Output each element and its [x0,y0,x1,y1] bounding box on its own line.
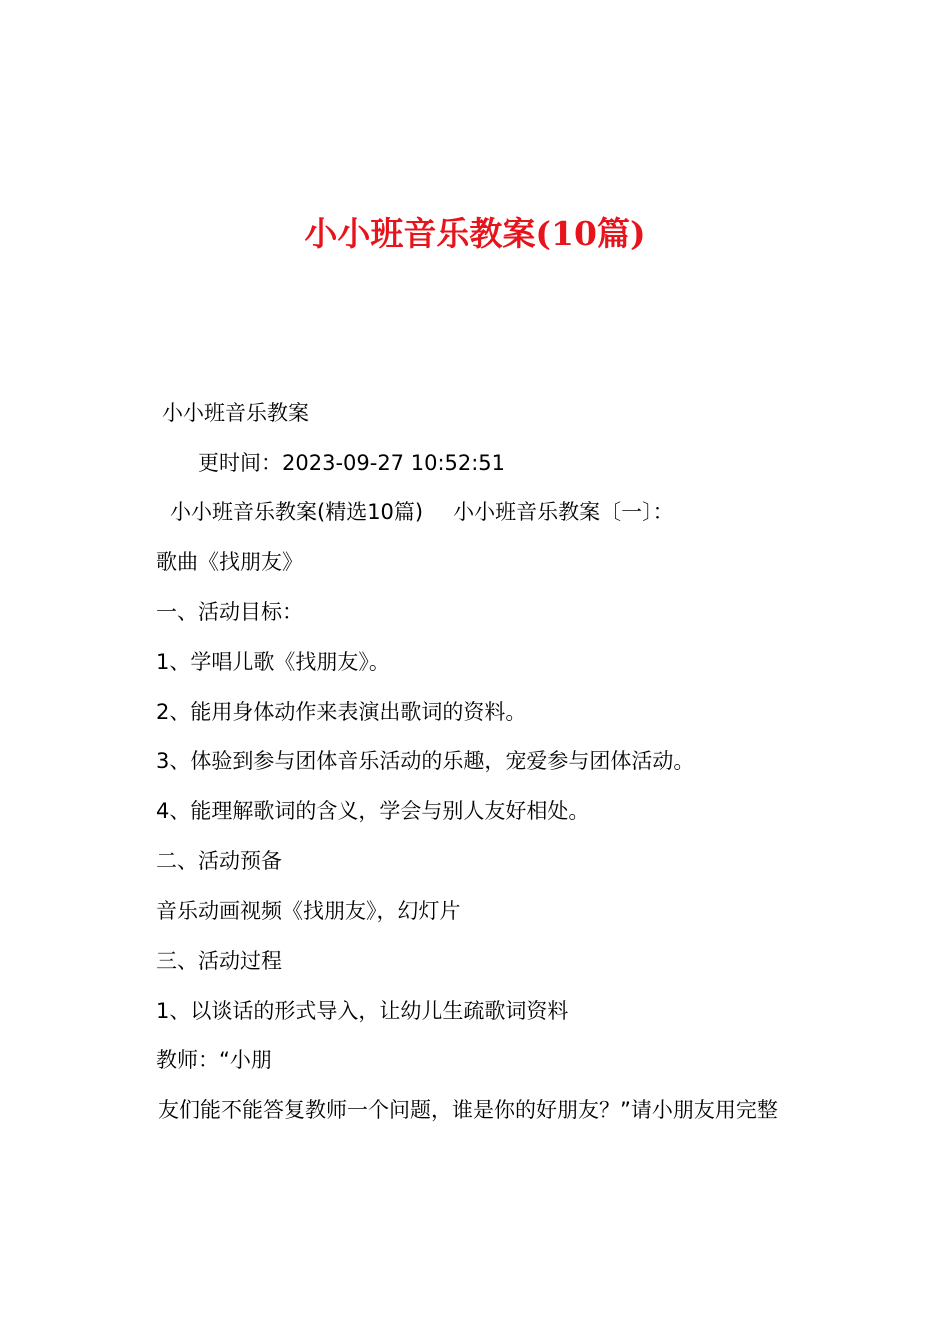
body-line-3: 1、学唱儿歌《找朋友》。 [156,650,390,674]
document-title: 小小班音乐教案(10篇) [304,214,646,253]
intro-right: 小小班音乐教案〔一〕： [453,500,674,524]
document-subtitle: 小小班音乐教案 [162,401,309,425]
body-line-2: 一、活动目标： [156,600,303,624]
intro-line [170,497,950,527]
body-line-7: 二、活动预备 [156,849,282,873]
body-line-10: 1、以谈话的形式导入，让幼儿生疏歌词资料 [156,999,569,1023]
body-line-8: 音乐动画视频《找朋友》，幻灯片 [156,899,461,923]
body-line-5: 3、体验到参与团体音乐活动的乐趣，宠爱参与团体活动。 [156,749,695,773]
body-line-11: 教师：“小朋 [156,1048,272,1072]
body-line-1: 歌曲《找朋友》 [156,550,303,574]
intro-left: 小小班音乐教案(精选10篇) [170,500,424,524]
body-line-6: 4、能理解歌词的含义，学会与别人友好相处。 [156,799,590,823]
body-line-9: 三、活动过程 [156,949,282,973]
body-line-4: 2、能用身体动作来表演出歌词的资料。 [156,700,527,724]
update-time: 更时间：2023-09-27 10:52:51 [198,451,506,475]
body-line-12: 友们能不能答复教师一个问题，谁是你的好朋友？”请小朋友用完整 [158,1098,778,1122]
